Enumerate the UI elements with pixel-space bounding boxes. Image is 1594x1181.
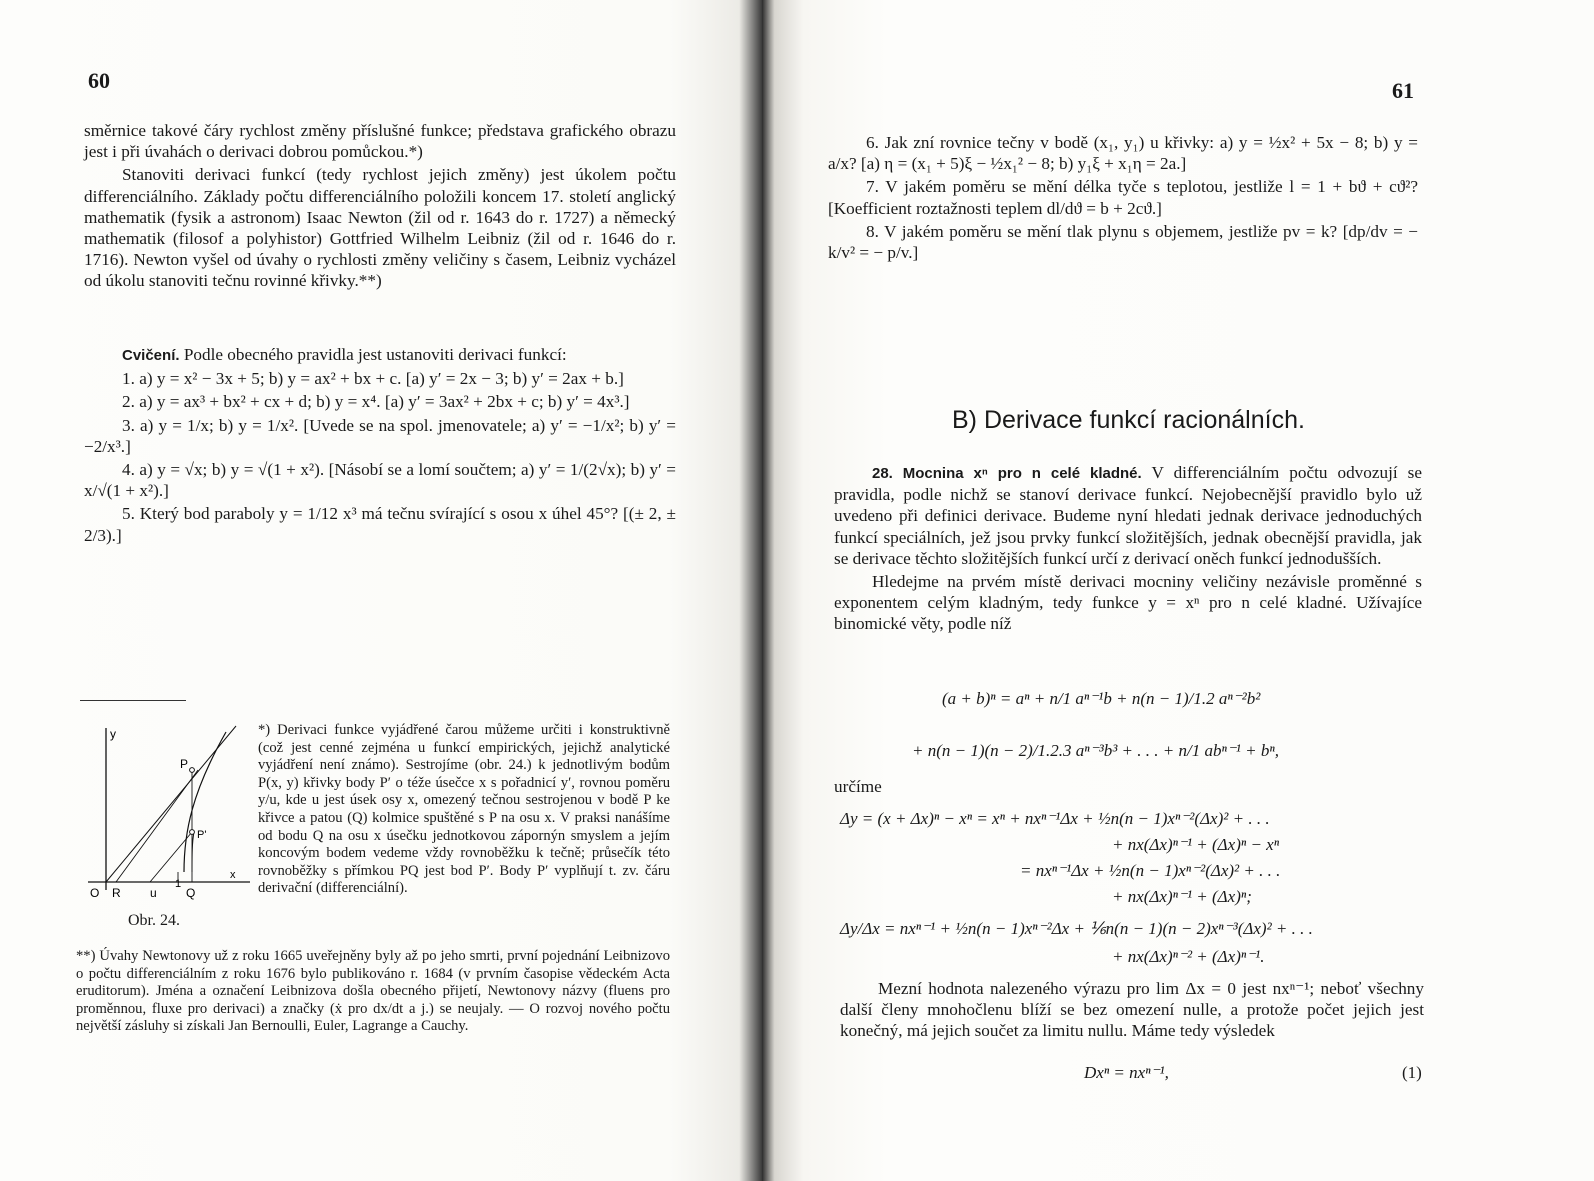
intro-paragraph: směrnice takové čáry rychlost změny příslušné funkce; představa grafického obrazu jest i při úvahách o derivaci dobrou pomůckou.*)	[84, 121, 676, 162]
section-28-text-2: Hledejme na prvém místě derivaci mocniny veličiny nezávisle proměnné s exponentem celým kladným, tedy funkce y = xⁿ pro n celé kladné. Užívajíce binomické věty, podle níž	[834, 572, 1422, 634]
figure-label: P'	[197, 829, 207, 841]
binomial-formula-line-2: + n(n − 1)(n − 2)/1.2.3 aⁿ⁻³b³ + . . . + n/1 abⁿ⁻¹ + bⁿ,	[912, 741, 1279, 760]
section-28-text: V differenciálním počtu odvozují se pravidla, podle nichž se stanoví derivace funkcí. Nejobecnější pravidlo bylo už uvedeno při definici derivace. Budeme nyní hledati jednak derivace jednoduchých funkcí speciálních, jež jsou prvky funkcí složitějších, jednak obecnější pravidla, jak se derivace těchto složitějších funkcí určí z derivací oněch funkcí jednodušších.	[834, 463, 1422, 568]
exercise-item: 6. Jak zní rovnice tečny v bodě (x₁, y₁) u křivky: a) y = ½x² + 5x − 8; b) y = a/x? [a) η = (x₁ + 5)ξ − ½x₁² − 8; b) y₁ξ + x₁η = 2a.]	[828, 133, 1418, 174]
exercise-item: 7. V jakém poměru se mění délka tyče s teplotou, jestliže l = 1 + bϑ + cϑ²? [Koefficient roztažnosti teplem dl/dϑ = b + 2cϑ.]	[828, 177, 1418, 218]
exercise-item: 1. a) y = x² − 3x + 5; b) y = ax² + bx + c. [a) y′ = 2x − 3; b) y′ = 2ax + b.]	[122, 369, 624, 389]
footnote-1: *) Derivaci funkce vyjádřené čarou můžeme určiti i konstruktivně (což jest cenné zejména u funkcí empirických, jejichž analytické vyjádření není známo). Sestrojíme (obr. 24.) k jednotlivým bodům P(x, y) křivky body P′ o téže úsečce x s pořadnicí y′, rovnou poměru y/u, kde u jest úsek osy x, omezený tečnou sestrojenou v bodě P ke křivce a patou (Q) kolmice spuštěné s P na osu x. V praksi nanášíme od bodu Q na osu x úsečku jednotkovou zápornýn smyslem a jejím koncovým bodem vedeme vždy rovnoběžku k tečně; průsečík této rovnoběžky s přímkou PQ jest bod P′. Body P′ vyplňují t. zv. čáru derivační (differenciální).	[258, 722, 670, 897]
section-title: B) Derivace funkcí racionálních.	[952, 406, 1305, 434]
footnote-2: **) Úvahy Newtonovy už z roku 1665 uveřejněny byly až po jeho smrti, první pojednání Leibnizovo o počtu differenciálním z roku 1676 bylo publikováno r. 1684 (v prvním časopise vědeckém Acta eruditorum). Jména a označení Leibnizova došla obecného přijetí, Newtonovy názvy (fluens pro proměnnou, fluxe pro derivaci) a značky (ẋ pro dx/dt a j.) se neujaly. — O rozvoj nového počtu největší zásluhy si získali Jan Bernoulli, Euler, Lagrange a Cauchy.	[76, 948, 670, 1035]
section-28-heading: 28. Mocnina xⁿ pro n celé kladné.	[872, 465, 1142, 482]
exercises-intro: Podle obecného pravidla jest ustanoviti derivaci funkcí:	[183, 345, 567, 364]
history-paragraph: Stanoviti derivaci funkcí (tedy rychlost jejich změny) jest úkolem počtu differenciálního. Základy počtu differenciálního položili koncem 17. století anglický mathematik (fysik a astronom) Isaac Newton (žil od r. 1643 do r. 1727) a německý mathematik (filosof a polyhistor) Gottfried Wilhelm Leibniz (žil od r. 1646 do r. 1716). Newton vyšel od úvahy o rychlosti změny veličiny s časem, Leibniz vycházel od úkolu stanoviti tečnu rovinné křivky.**)	[84, 165, 676, 291]
exercise-item: 3. a) y = 1/x; b) y = 1/x². [Uvede se na spol. jmenovatele; a) y′ = −1/x²; b) y′ = −2/x³.]	[84, 415, 676, 456]
figure-derivative-curve	[80, 722, 260, 912]
delta-formula-line: + nx(Δx)ⁿ⁻² + (Δx)ⁿ⁻¹.	[1112, 947, 1265, 966]
figure-label: u	[150, 886, 157, 900]
figure-label: Q	[186, 886, 196, 900]
left-page	[0, 0, 762, 1181]
figure-label: O	[90, 886, 100, 900]
delta-formula-line: + nx(Δx)ⁿ⁻¹ + (Δx)ⁿ;	[1112, 887, 1252, 906]
exercises-block	[84, 344, 676, 548]
binomial-formula-line-1: (a + b)ⁿ = aⁿ + n/1 aⁿ⁻¹b + n(n − 1)/1.2 aⁿ⁻²b²	[942, 689, 1261, 708]
right-page	[762, 0, 1594, 1181]
exercise-item: 8. V jakém poměru se mění tlak plynu s objemem, jestliže pv = k? [dp/dv = − k/v² = − p/v.]	[828, 221, 1418, 263]
figure-label: R	[112, 886, 121, 900]
figure-label: x	[230, 869, 236, 881]
exercises-heading: Cvičení.	[122, 347, 180, 364]
figure-caption: Obr. 24.	[128, 912, 180, 929]
page-number: 60	[88, 68, 110, 93]
left-text-column	[84, 120, 676, 294]
delta-formula-line: = nxⁿ⁻¹Δx + ½n(n − 1)xⁿ⁻²(Δx)² + . . .	[1020, 861, 1281, 880]
figure-label: 1	[175, 878, 182, 890]
delta-formula-line: Δy = (x + Δx)ⁿ − xⁿ = xⁿ + nxⁿ⁻¹Δx + ½n(n − 1)xⁿ⁻²(Δx)² + . . .	[840, 809, 1270, 828]
section-28-block	[834, 462, 1422, 637]
urcime-text: určíme	[834, 777, 882, 796]
conclusion-paragraph	[840, 978, 1424, 1044]
delta-formula-line: Δy/Δx = nxⁿ⁻¹ + ½n(n − 1)xⁿ⁻²Δx + ⅙n(n − 1)(n − 2)xⁿ⁻³(Δx)² + . . .	[840, 919, 1313, 938]
result-equation-number: (1)	[1402, 1063, 1422, 1082]
result-formula: Dxⁿ = nxⁿ⁻¹,	[1084, 1063, 1169, 1082]
right-exercises-block	[828, 132, 1418, 265]
figure-label: P	[180, 757, 189, 771]
exercise-item: 4. a) y = √x; b) y = √(1 + x²). [Násobí se a lomí součtem; a) y′ = 1/(2√x); b) y′ = x/√(1 + x²).]	[84, 460, 676, 501]
exercise-item: 5. Který bod paraboly y = 1/12 x³ má tečnu svírající s osou x úhel 45°? [(± 2, ± 2/3).]	[84, 504, 676, 545]
footnote-separator	[80, 700, 186, 701]
page-number: 61	[1392, 78, 1414, 103]
conclusion-text: Mezní hodnota nalezeného výrazu pro lim Δx = 0 jest nxⁿ⁻¹; neboť všechny další členy mnohočlenu blíží se bez omezení nulle, a protože počet jejich jest konečný, má jejich součet za limitu nullu. Máme tedy výsledek	[840, 979, 1424, 1041]
delta-formula-line: + nx(Δx)ⁿ⁻¹ + (Δx)ⁿ − xⁿ	[1112, 835, 1280, 854]
exercise-item: 2. a) y = ax³ + bx² + cx + d; b) y = x⁴. [a) y′ = 3ax² + 2bx + c; b) y′ = 4x³.]	[122, 392, 630, 412]
figure-label: y	[110, 727, 116, 741]
